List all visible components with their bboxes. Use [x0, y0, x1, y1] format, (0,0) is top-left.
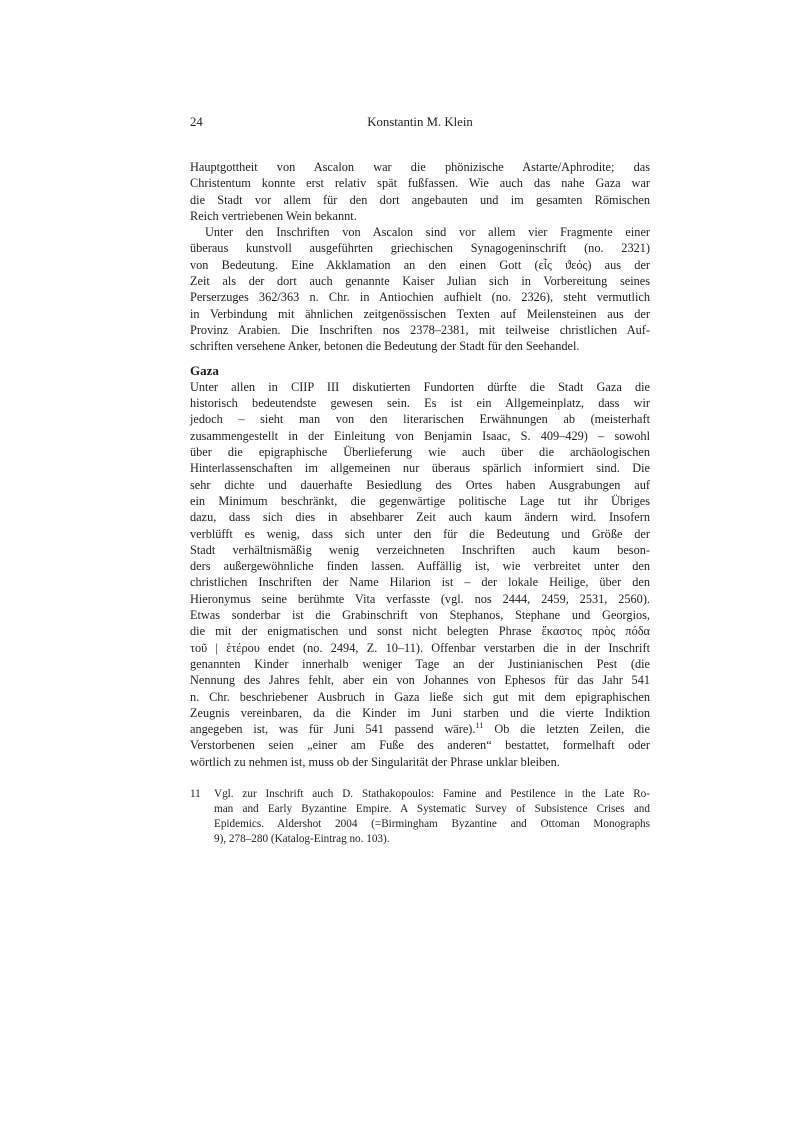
footnote-text — [214, 787, 650, 847]
text-line: Provinz Arabien. Die Inschriften nos 2378–2381, mit teilweise christlichen Auf- — [190, 322, 650, 337]
text-line: christlichen Inschriften der Name Hilarion ist – der lokale Heilige, über den — [190, 575, 650, 590]
text-line: Reich vertriebenen Wein bekannt. — [190, 208, 357, 223]
text-line: Hauptgottheit von Ascalon war die phönizische Astarte/Aphrodite; das — [190, 160, 650, 174]
text-line: Zeit als der dort auch genannte Kaiser Julian sich in Vorbereitung seines — [190, 274, 650, 289]
text-line: Epidemics. Aldershot 2004 (=Birmingham Byzantine and Ottoman Monographs — [214, 817, 650, 830]
paragraph — [190, 159, 650, 224]
text-line: schriften versehene Anker, betonen die Bedeutung der Stadt für den Seehandel. — [190, 339, 580, 354]
section-heading: Gaza — [190, 362, 219, 378]
page-number: 24 — [190, 115, 203, 129]
text-line: Hinterlassenschaften im allgemeinen nur überaus spärlich informiert sind. Die — [190, 461, 650, 476]
text-line: Etwas sonderbar ist die Grabinschrift von Stephanos, Stephane und Georgios, — [190, 608, 650, 623]
footnote-marker: 11 — [475, 721, 484, 730]
text-line: angegeben ist, was für Juni 541 passend wäre).$^{11}$ Ob die letzten Zeilen, die — [190, 721, 651, 737]
body-text — [190, 159, 650, 770]
text-line: Verstorbenen seien „einer am Fuße des anderen“ bestattet, formelhaft oder — [190, 738, 650, 753]
text-line: von Bedeutung. Eine Akklamation an den einen Gott (εἷς ϑεός) aus der — [190, 257, 650, 272]
text-line: überaus kunstvoll ausgeführten griechischen Synagogeninschrift (no. 2321) — [190, 241, 650, 256]
text-line: in Verbindung mit ähnlichen zeitgenössischen Texten auf Meilensteinen aus der — [190, 306, 650, 321]
text-line: τοῦ | ἑτέρου endet (no. 2494, Z. 10–11). Offenbar verstarben die in der Inschrift — [190, 640, 650, 655]
text-line: dazu, dass sich dies in absehbarer Zeit auch kaum ändern wird. Insofern — [190, 510, 650, 525]
text-line: man and Early Byzantine Empire. A Systematic Survey of Subsistence Crises and — [214, 802, 650, 815]
text-line: Unter allen in CIIP III diskutierten Fundorten dürfte die Stadt Gaza die — [190, 379, 650, 394]
text-line: die mit der enigmatischen und sonst nicht belegten Phrase ἕκαστος πρὸς πόδα — [190, 624, 650, 639]
text-line: ein Minimum beschränkt, die gegenwärtige politische Lage tut ihr Übriges — [190, 493, 650, 508]
paragraph — [190, 379, 650, 770]
footnote — [190, 787, 650, 847]
text-line: Unter den Inschriften von Ascalon sind vor allem vier Fragmente einer — [205, 225, 650, 240]
text-line: Perserzuges 362/363 n. Chr. in Antiochien aufhielt (no. 2326), steht vermutlich — [190, 290, 650, 305]
text-line: n. Chr. beschriebener Ausbruch in Gaza ließe sich gut mit dem epigraphischen — [190, 689, 650, 704]
text-line: wörtlich zu nehmen ist, muss ob der Singularität der Phrase unklar bleiben. — [190, 754, 560, 769]
text-line: Vgl. zur Inschrift auch D. Stathakopoulos: Famine and Pestilence in the Late Ro- — [214, 787, 650, 800]
footnote-number: 11 — [190, 787, 201, 800]
text-line: 9), 278–280 (Katalog-Eintrag no. 103). — [214, 832, 390, 845]
paragraph — [190, 224, 650, 354]
running-header — [190, 114, 650, 130]
text-line: zusammengestellt in der Einleitung von Benjamin Isaac, S. 409–429) – sowohl — [190, 428, 650, 443]
text-line: Hieronymus seine berühmte Vita verfasste (vgl. nos 2444, 2459, 2531, 2560). — [190, 591, 650, 606]
text-line: sehr dichte und dauerhafte Besiedlung des Ortes haben Ausgrabungen auf — [190, 477, 650, 492]
running-head-author: Konstantin M. Klein — [367, 115, 473, 129]
text-line: Nennung des Jahres fehlt, aber ein von Johannes von Ephesos für das Jahr 541 — [190, 673, 650, 688]
text-line: Christentum konnte erst relativ spät fußfassen. Wie auch das nahe Gaza war — [190, 176, 650, 191]
text-line: über die epigraphische Überlieferung wie auch über die archäologischen — [190, 445, 650, 460]
text-line: jedoch – sieht man von den literarischen Erwähnungen ab (meisterhaft — [190, 412, 650, 427]
text-line: die Stadt vor allem für den dort angebauten und im gesamten Römischen — [190, 192, 650, 207]
text-line: Stadt verhältnismäßig wenig verzeichneten Inschriften auch kaum beson- — [190, 542, 650, 557]
text-line: genannten Kinder innerhalb weniger Tage an der Justinianischen Pest (die — [190, 656, 650, 671]
text-line: historisch bedeutendste gewesen sein. Es ist ein Allgemeinplatz, dass wir — [190, 396, 650, 411]
text-line: Zeugnis vereinbaren, da die Kinder im Juni starben und die vierte Indiktion — [190, 705, 650, 720]
text-line: ders außergewöhnliche finden lassen. Auffällig ist, wie verbreitet unter den — [190, 559, 650, 574]
text-line: verblüfft es wenig, dass sich unter den für die Bedeutung und Größe der — [190, 526, 650, 541]
text-block — [190, 114, 650, 847]
